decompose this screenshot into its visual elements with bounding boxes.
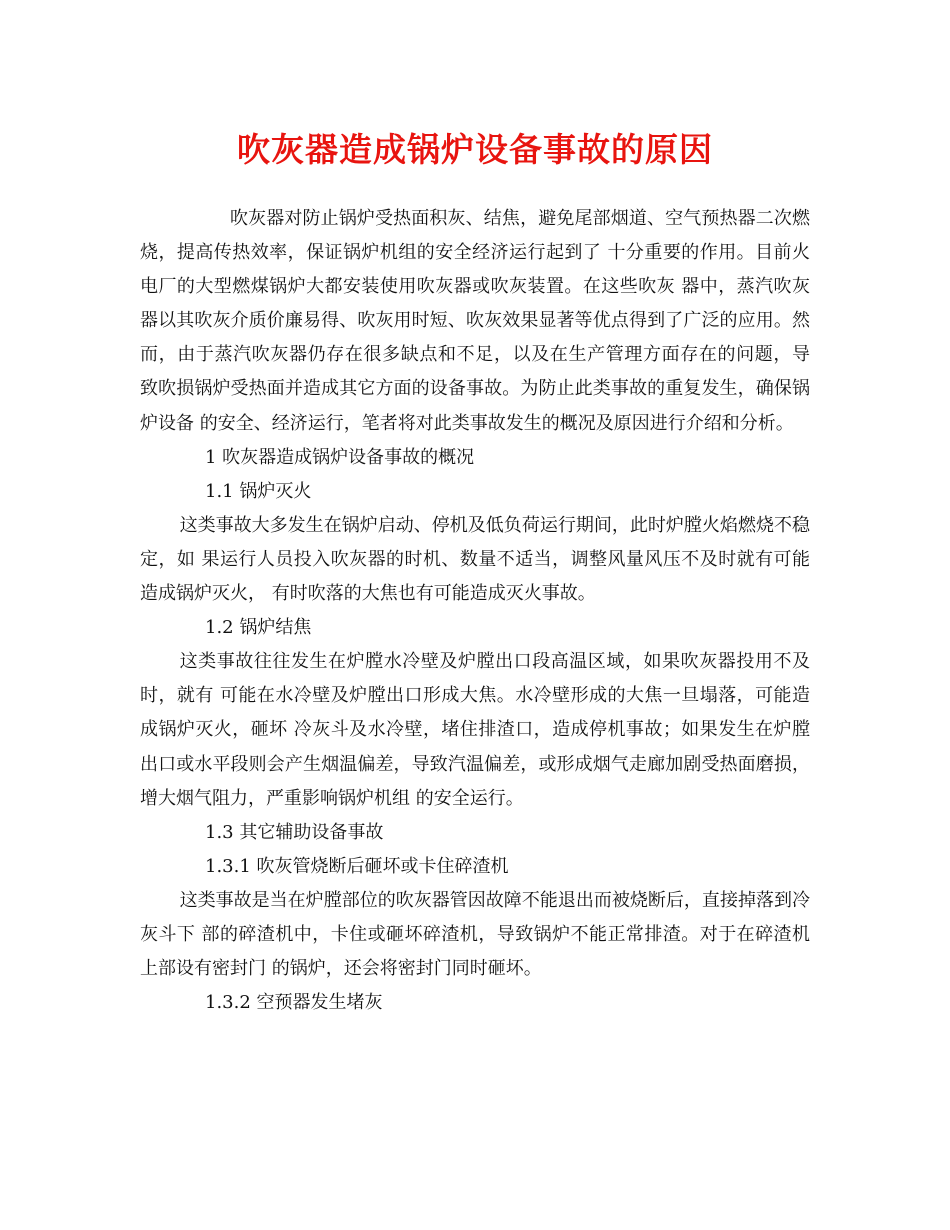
section-heading-1-2: 1.2 锅炉结焦 bbox=[205, 617, 312, 639]
section-heading-1: 1 吹灰器造成锅炉设备事故的概况 bbox=[205, 446, 475, 468]
section-heading-1-3-2: 1.3.2 空预器发生堵灰 bbox=[205, 992, 383, 1014]
document-title: 吹灰器造成锅炉设备事故的原因 bbox=[237, 130, 713, 169]
section-heading-1-3: 1.3 其它辅助设备事故 bbox=[205, 821, 384, 843]
section-heading-1-3-1: 1.3.1 吹灰管烧断后砸坏或卡住碎渣机 bbox=[205, 855, 509, 877]
document-body bbox=[140, 202, 810, 1020]
paragraph-boiler-slagging: 这类事故往往发生在炉膛水冷壁及炉膛出口段高温区域，如果吹灰器投用不及时，就有 可能在水冷壁及炉膛出口形成大焦。水冷壁形成的大焦一旦塌落，可能造成锅炉灭火，砸坏 冷灰斗及水冷壁，堵住排渣口，造成停机事故；如果发生在炉膛出口或水平段则会产生烟温偏差，导致汽温偏差，或形成烟气走廊加剧受热面磨损，增大烟气阻力，严重影响锅炉机组 的安全运行。 bbox=[140, 651, 810, 809]
intro-paragraph: 吹灰器对防止锅炉受热面积灰、结焦，避免尾部烟道、空气预热器二次燃烧，提高传热效率，保证锅炉机组的安全经济运行起到了 十分重要的作用。目前火电厂的大型燃煤锅炉大都安装使用吹灰器或吹灰装置。在这些吹灰 器中，蒸汽吹灰器以其吹灰介质价廉易得、吹灰用时短、吹灰效果显著等优点得到了广泛的应用。然而，由于蒸汽吹灰器仍存在很多缺点和不足，以及在生产管理方面存在的问题，导 致吹损锅炉受热面并造成其它方面的设备事故。为防止此类事故的重复发生，确保锅炉设备 的安全、经济运行，笔者将对此类事故发生的概况及原因进行介绍和分析。 bbox=[140, 208, 810, 434]
section-heading-1-1: 1.1 锅炉灭火 bbox=[205, 480, 312, 502]
paragraph-boiler-flameout: 这类事故大多发生在锅炉启动、停机及低负荷运行期间，此时炉膛火焰燃烧不稳定，如 果运行人员投入吹灰器的时机、数量不适当，调整风量风压不及时就有可能造成锅炉灭火， 有时吹落的大焦也有可能造成灭火事故。 bbox=[140, 514, 810, 605]
paragraph-slag-crusher: 这类事故是当在炉膛部位的吹灰器管因故障不能退出而被烧断后，直接掉落到冷灰斗下 部的碎渣机中，卡住或砸坏碎渣机，导致锅炉不能正常排渣。对于在碎渣机上部设有密封门 的锅炉，还会将密封门同时砸坏。 bbox=[140, 889, 810, 980]
